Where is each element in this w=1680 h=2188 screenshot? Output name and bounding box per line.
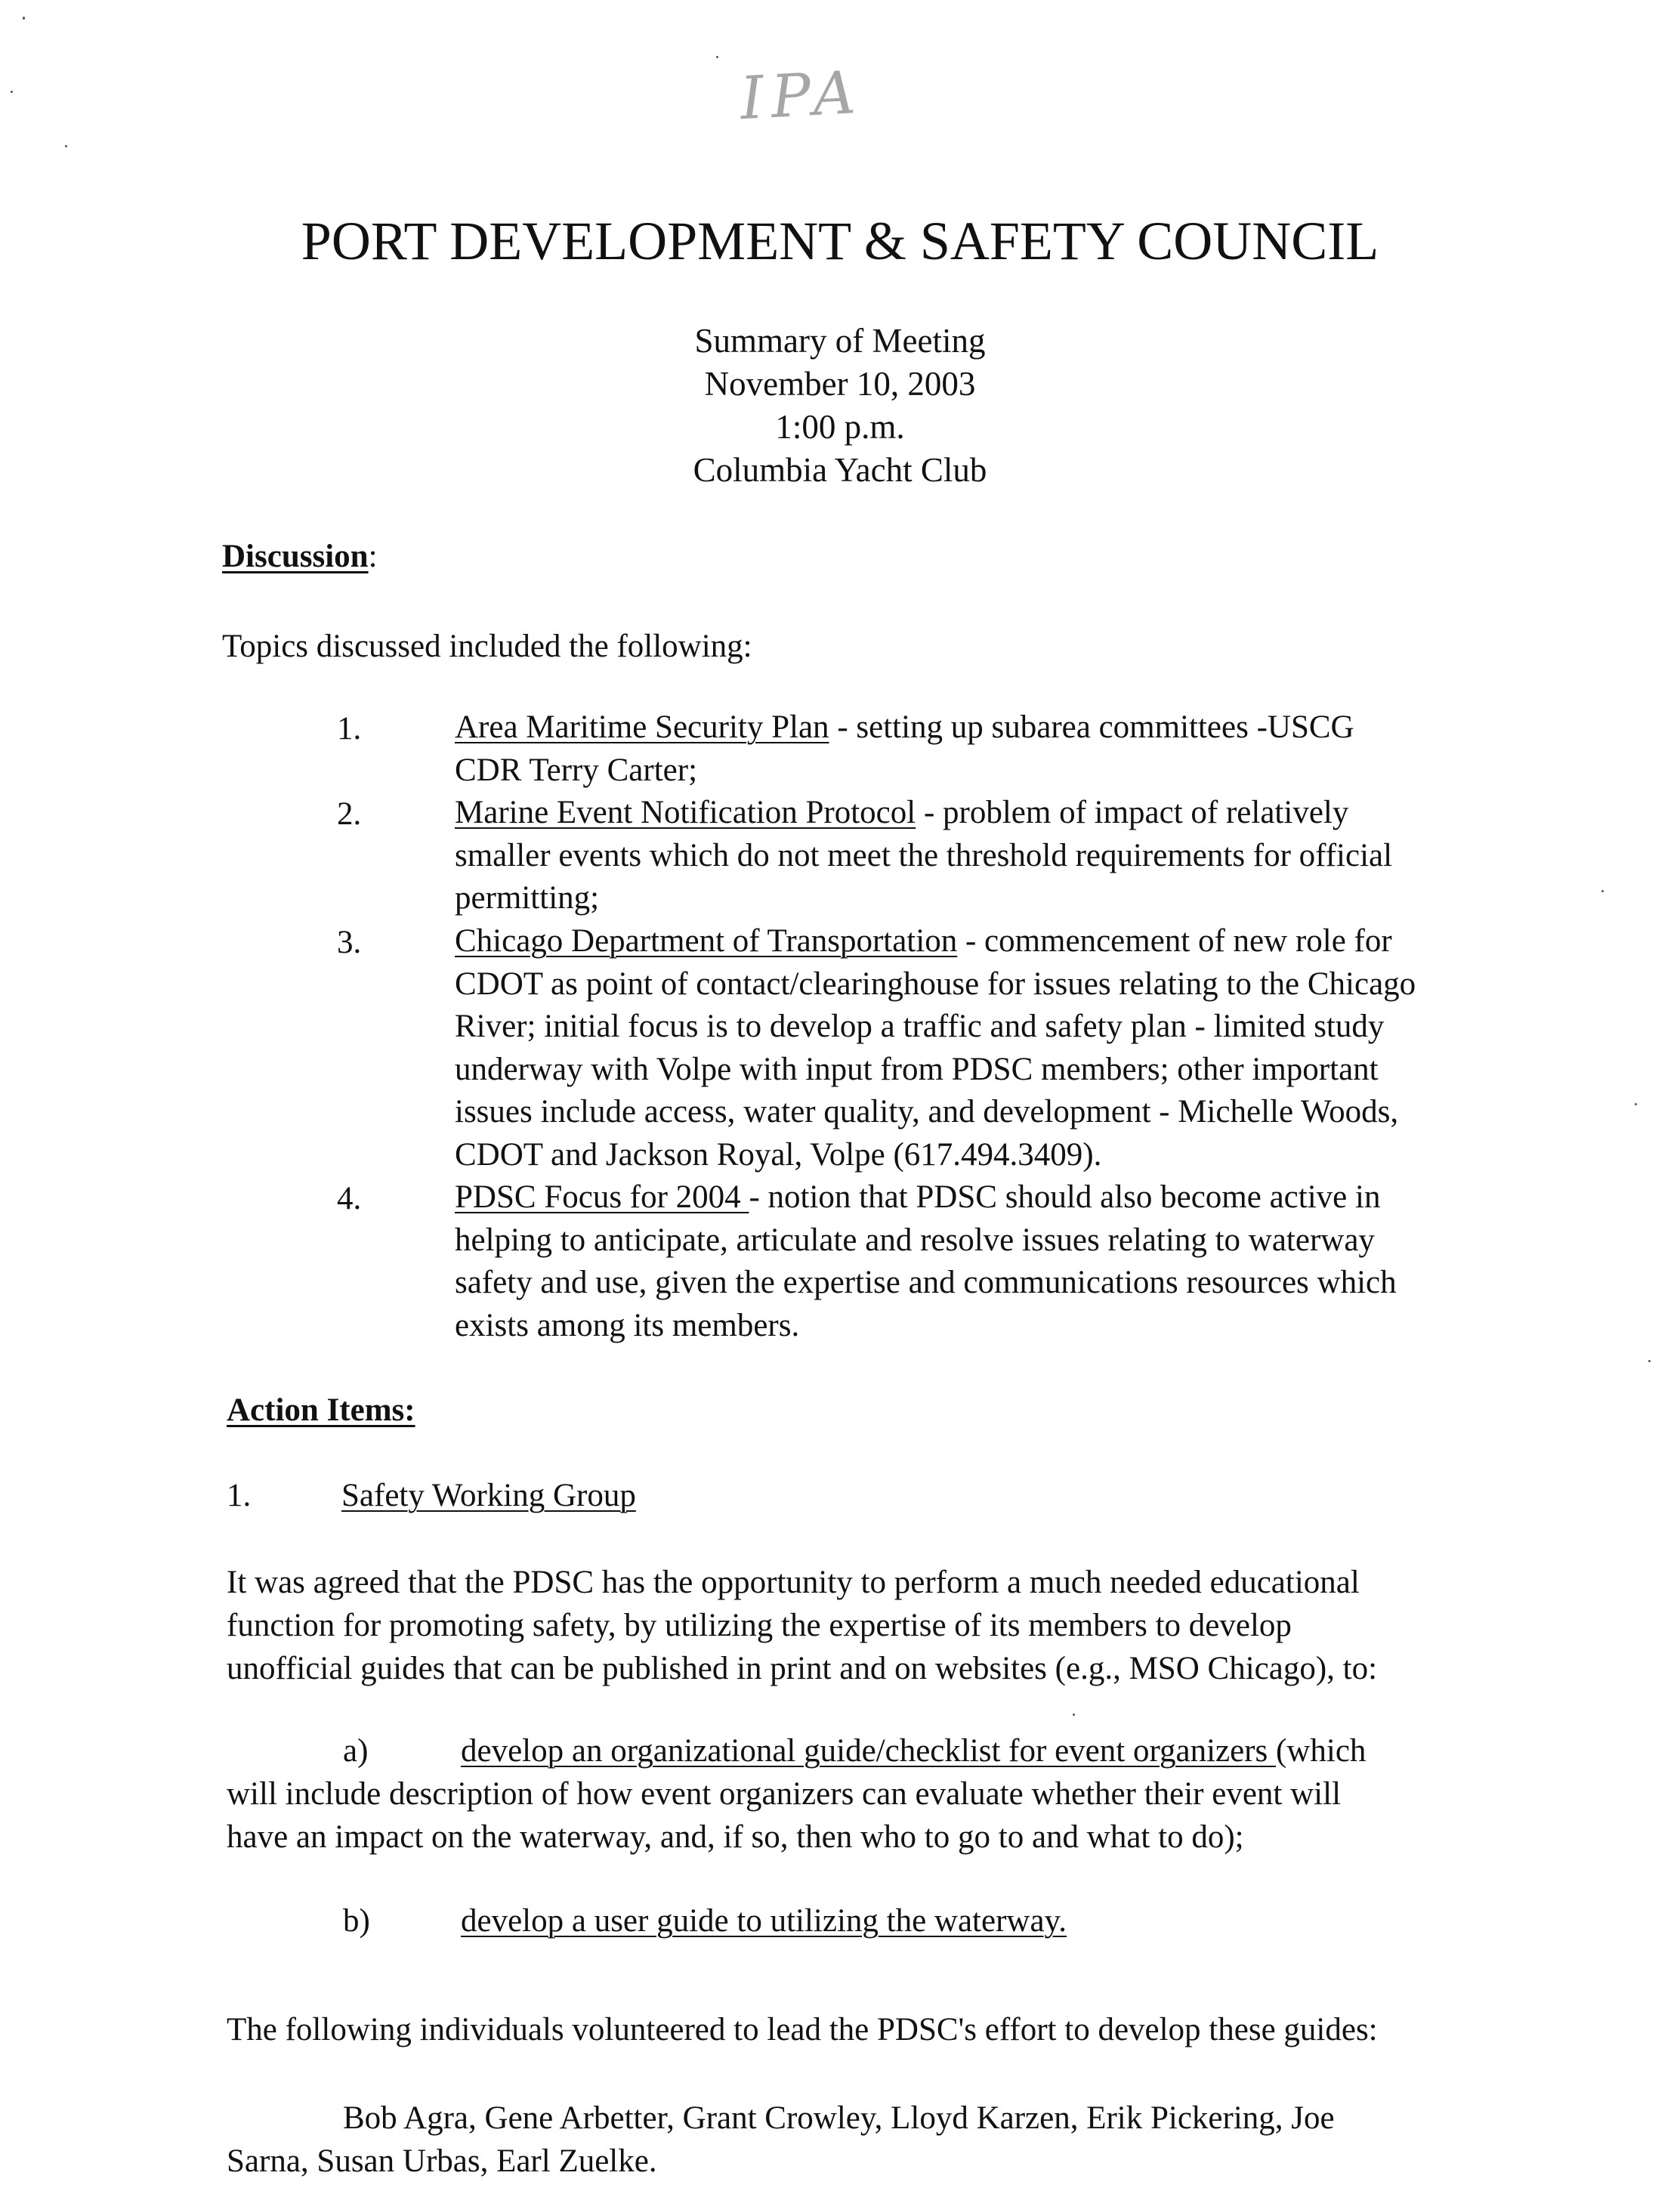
discussion-item-title: PDSC Focus for 2004 (455, 1179, 749, 1215)
discussion-item-line: smaller events which do not meet the threshold requirements for official (455, 837, 1393, 873)
discussion-item-title: Area Maritime Security Plan (455, 709, 829, 745)
discussion-item-first-line (455, 1176, 1397, 1219)
discussion-item-line: CDR Terry Carter; (455, 752, 698, 788)
discussion-heading: Discussion (222, 539, 369, 574)
discussion-item-first-line (455, 920, 1416, 963)
document-title: PORT DEVELOPMENT & SAFETY COUNCIL (301, 211, 1379, 271)
discussion-item-text: - notion that PDSC should also become active in (749, 1179, 1381, 1215)
discussion-item-first-line (455, 792, 1392, 835)
discussion-item-number: 2. (337, 796, 362, 832)
action-item-number: 1. (227, 1478, 252, 1513)
action-paragraph-line: unofficial guides that can be published in print and on websites (e.g., MSO Chicago), to: (227, 1651, 1378, 1686)
sub-item-title: develop an organizational guide/checklist for event organizers (461, 1733, 1276, 1769)
sub-item-label: a) (343, 1733, 369, 1769)
discussion-item-line: helping to anticipate, articulate and resolve issues relating to waterway (455, 1222, 1375, 1258)
discussion-item-line: safety and use, given the expertise and communications resources which (455, 1265, 1397, 1300)
discussion-item-text: - commencement of new role for (957, 923, 1392, 959)
action-item-title: Safety Working Group (341, 1478, 636, 1513)
discussion-heading-colon: : (368, 539, 378, 574)
sub-item-title: develop a user guide to utilizing the waterway. (461, 1903, 1067, 1939)
discussion-item-first-line (455, 706, 1354, 749)
discussion-item-title: Marine Event Notification Protocol (455, 795, 916, 830)
discussion-heading-wrap (222, 538, 378, 575)
sub-item-a (227, 1729, 1366, 1859)
discussion-item-number: 1. (337, 711, 362, 746)
discussion-item-line: issues include access, water quality, and development - Michelle Woods, (455, 1094, 1399, 1130)
volunteers-line: Sarna, Susan Urbas, Earl Zuelke. (227, 2143, 657, 2179)
meeting-summary-label: Summary of Meeting (694, 322, 986, 360)
discussion-item-number: 3. (337, 925, 362, 960)
discussion-item-line: exists among its members. (455, 1307, 800, 1343)
sub-item-line: will include description of how event organizers can evaluate whether their event will (227, 1776, 1342, 1812)
volunteers-line: Bob Agra, Gene Arbetter, Grant Crowley, Lloyd Karzen, Erik Pickering, Joe (343, 2100, 1335, 2136)
discussion-item-text: - problem of impact of relatively (916, 795, 1349, 830)
discussion-item-line: CDOT and Jackson Royal, Volpe (617.494.3409). (455, 1136, 1102, 1173)
discussion-item-line: permitting; (455, 880, 600, 916)
action-items-heading: Action Items: (227, 1392, 415, 1428)
discussion-item-line: River; initial focus is to develop a traffic and safety plan - limited study (455, 1009, 1385, 1044)
volunteers-list (227, 2097, 1335, 2183)
handwritten-note: IPA (738, 58, 865, 134)
volunteers-intro: The following individuals volunteered to lead the PDSC's effort to develop these guides: (227, 2012, 1378, 2047)
action-paragraph-line: function for promoting safety, by utilizing the expertise of its members to develop (227, 1608, 1292, 1643)
action-paragraph (227, 1561, 1377, 1690)
sub-item-label: b) (343, 1903, 370, 1939)
meeting-location: Columbia Yacht Club (693, 451, 987, 489)
discussion-item (455, 792, 1392, 920)
sub-item-line: have an impact on the waterway, and, if so, then who to go to and what to do); (227, 1819, 1244, 1855)
discussion-item-text: - setting up subarea committees -USCG (829, 709, 1354, 745)
sub-item-first-line (227, 1729, 1366, 1772)
meeting-time: 1:00 p.m. (775, 408, 905, 446)
discussion-item (455, 706, 1354, 792)
discussion-item-number: 4. (337, 1181, 362, 1216)
discussion-item (455, 1176, 1397, 1347)
discussion-item (455, 920, 1416, 1176)
discussion-intro: Topics discussed included the following: (222, 629, 752, 664)
meeting-date: November 10, 2003 (704, 365, 976, 403)
discussion-item-title: Chicago Department of Transportation (455, 923, 958, 959)
sub-item-text: (which (1276, 1733, 1367, 1769)
discussion-item-line: underway with Volpe with input from PDSC members; other important (455, 1051, 1379, 1087)
discussion-item-line: CDOT as point of contact/clearinghouse for issues relating to the Chicago (455, 966, 1416, 1002)
action-paragraph-line: It was agreed that the PDSC has the opportunity to perform a much needed educational (227, 1565, 1360, 1600)
